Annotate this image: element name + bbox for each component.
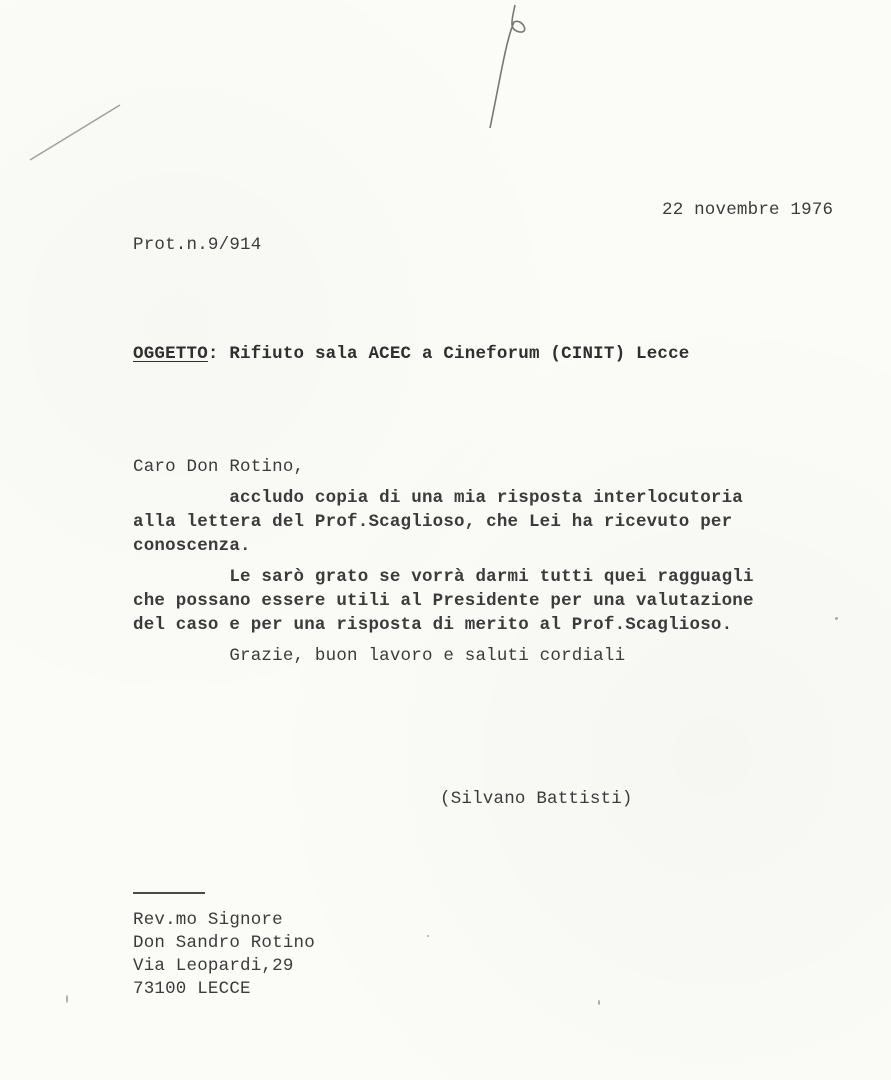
paragraph-1-line: conoscenza. (133, 536, 251, 556)
initial-mark-stroke (490, 5, 525, 128)
closing-line: Grazie, buon lavoro e saluti cordiali (133, 646, 626, 666)
handwritten-initial-mark (490, 5, 553, 128)
letter-date: 22 novembre 1976 (662, 200, 834, 220)
subject-text: : Rifiuto sala ACEC a Cineforum (CINIT) Lecce (207, 344, 690, 364)
paper-speck (835, 617, 838, 620)
recipient-line: Via Leopardi,29 (133, 956, 294, 976)
paper-speck (598, 1000, 600, 1005)
paragraph-1-line: accludo copia di una mia risposta interlocutoria (133, 488, 743, 508)
cinit-handwritten-note (4, 69, 120, 160)
paper-speck (66, 995, 68, 1003)
initial-mark-text: fm (527, 29, 554, 53)
protocol-number: Prot.n.9/914 (133, 235, 262, 255)
cinit-underline-stroke (30, 105, 120, 160)
paragraph-2-line: Le sarò grato se vorrà darmi tutti quei ragguagli (133, 567, 754, 587)
paper-speck (427, 935, 429, 937)
recipient-line: 73100 LECCE (133, 979, 251, 999)
signature: (Silvano Battisti) (440, 789, 633, 809)
subject-line (133, 344, 690, 364)
subject-label: OGGETTO (133, 344, 208, 364)
salutation: Caro Don Rotino, (133, 457, 305, 477)
cinit-handwritten-text: Cinit (3, 69, 96, 148)
paragraph-2-line: che possano essere utili al Presidente per una valutazione (133, 591, 754, 611)
paragraph-1-line: alla lettera del Prof.Scaglioso, che Lei ha ricevuto per (133, 512, 733, 532)
recipient-line: Don Sandro Rotino (133, 933, 315, 953)
paragraph-2-line: del caso e per una risposta di merito al Prof.Scaglioso. (133, 615, 733, 635)
recipient-line: Rev.mo Signore (133, 910, 283, 930)
recipient-divider (133, 892, 205, 894)
